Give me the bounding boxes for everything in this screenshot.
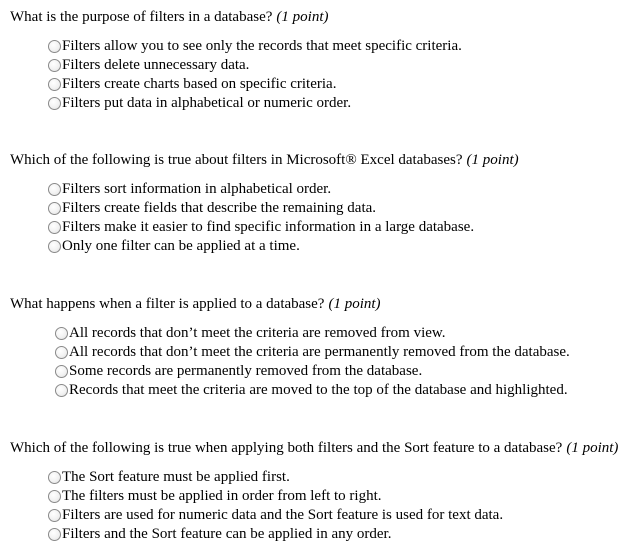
question-text <box>10 439 625 457</box>
option-label: All records that don’t meet the criteria are permanently removed from the database. <box>69 344 570 360</box>
answer-option[interactable] <box>48 468 625 487</box>
radio-button[interactable] <box>48 78 61 91</box>
answer-option[interactable] <box>55 362 625 381</box>
answer-option[interactable] <box>55 343 625 362</box>
radio-button[interactable] <box>55 384 68 397</box>
radio-button[interactable] <box>48 221 61 234</box>
question-points: (1 point) <box>328 296 381 312</box>
radio-button[interactable] <box>48 202 61 215</box>
option-label: Filters create charts based on specific criteria. <box>62 76 337 92</box>
answer-option[interactable] <box>55 324 625 343</box>
question-prompt: What is the purpose of filters in a database? <box>10 9 273 25</box>
question-points: (1 point) <box>276 9 329 25</box>
answer-option[interactable] <box>48 75 625 94</box>
answer-option[interactable] <box>55 381 625 400</box>
question-text <box>10 8 625 26</box>
radio-button[interactable] <box>55 327 68 340</box>
answer-option[interactable] <box>48 506 625 525</box>
answer-options <box>10 37 625 113</box>
radio-button[interactable] <box>55 346 68 359</box>
answer-option[interactable] <box>48 94 625 113</box>
option-label: Filters create fields that describe the remaining data. <box>62 200 377 216</box>
option-label: Filters allow you to see only the records that meet specific criteria. <box>62 38 462 54</box>
question-text <box>10 295 625 313</box>
option-label: Filters delete unnecessary data. <box>62 57 250 73</box>
option-label: Filters put data in alphabetical or numeric order. <box>62 95 352 111</box>
option-label: Records that meet the criteria are moved to the top of the database and highlighted. <box>69 382 568 398</box>
answer-option[interactable] <box>48 199 625 218</box>
option-label: Only one filter can be applied at a time. <box>62 238 300 254</box>
radio-button[interactable] <box>48 490 61 503</box>
question-points: (1 point) <box>566 440 619 456</box>
question-2 <box>10 151 625 256</box>
answer-option[interactable] <box>48 237 625 256</box>
question-prompt: What happens when a filter is applied to a database? <box>10 296 325 312</box>
question-4 <box>10 439 625 544</box>
radio-button[interactable] <box>48 509 61 522</box>
answer-option[interactable] <box>48 180 625 199</box>
question-prompt: Which of the following is true about filters in Microsoft® Excel databases? <box>10 152 463 168</box>
option-label: Some records are permanently removed from the database. <box>69 363 423 379</box>
question-1 <box>10 8 625 113</box>
answer-option[interactable] <box>48 487 625 506</box>
answer-option[interactable] <box>48 56 625 75</box>
answer-options <box>10 180 625 256</box>
option-label: Filters are used for numeric data and the Sort feature is used for text data. <box>62 507 504 523</box>
option-label: The Sort feature must be applied first. <box>62 469 290 485</box>
option-label: Filters make it easier to find specific information in a large database. <box>62 219 475 235</box>
answer-options <box>10 324 625 400</box>
radio-button[interactable] <box>48 528 61 541</box>
radio-button[interactable] <box>48 97 61 110</box>
option-label: All records that don’t meet the criteria are removed from view. <box>69 325 446 341</box>
answer-option[interactable] <box>48 218 625 237</box>
option-label: The filters must be applied in order from left to right. <box>62 488 382 504</box>
option-label: Filters sort information in alphabetical order. <box>62 181 332 197</box>
answer-options <box>10 468 625 544</box>
question-prompt: Which of the following is true when applying both filters and the Sort feature to a database? <box>10 440 563 456</box>
radio-button[interactable] <box>48 40 61 53</box>
question-3 <box>10 295 625 400</box>
radio-button[interactable] <box>48 240 61 253</box>
answer-option[interactable] <box>48 525 625 544</box>
question-points: (1 point) <box>466 152 519 168</box>
radio-button[interactable] <box>48 471 61 484</box>
radio-button[interactable] <box>55 365 68 378</box>
radio-button[interactable] <box>48 183 61 196</box>
radio-button[interactable] <box>48 59 61 72</box>
question-text <box>10 151 625 169</box>
option-label: Filters and the Sort feature can be applied in any order. <box>62 526 392 542</box>
answer-option[interactable] <box>48 37 625 56</box>
